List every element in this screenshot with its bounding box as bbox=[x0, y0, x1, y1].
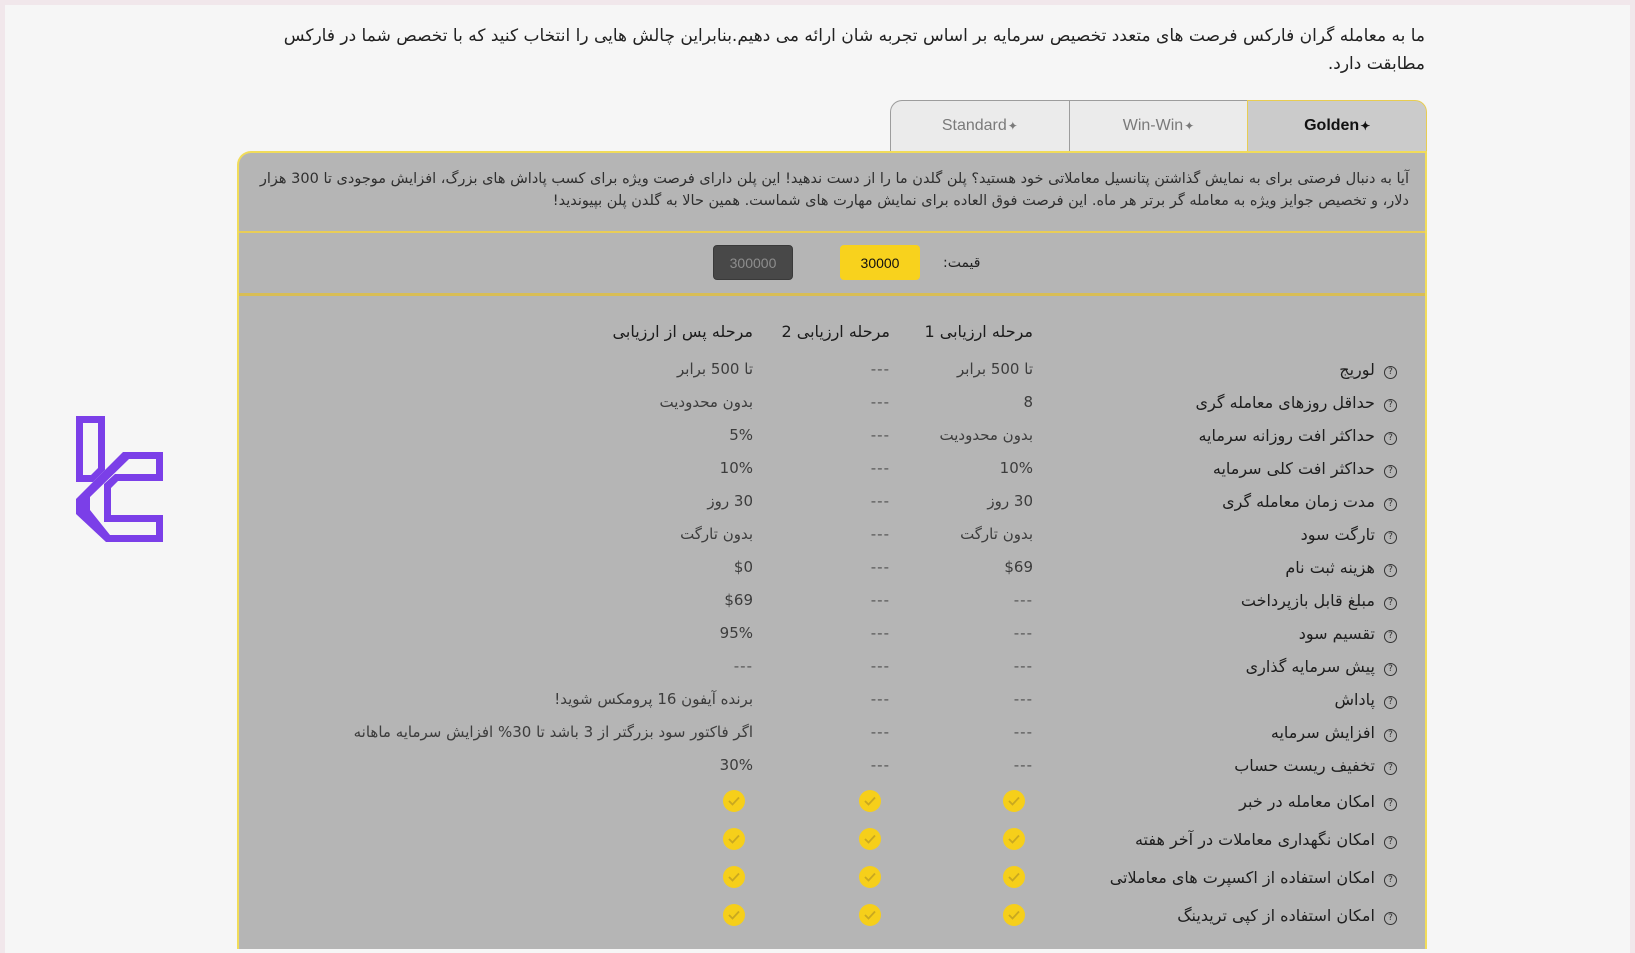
help-icon[interactable]: ? bbox=[1384, 696, 1397, 709]
row-value-phase-3: برنده آیفون 16 پرومکس شوید! bbox=[554, 690, 753, 708]
tab-label: Golden bbox=[1304, 117, 1360, 134]
table-row bbox=[239, 420, 1425, 453]
row-value-phase-1: --- bbox=[1013, 723, 1033, 741]
plan-description: آیا به دنبال فرصتی برای به نمایش گذاشتن پتانسیل معاملاتی خود هستید؟ پلن گلدن ما را از دست ندهید! این پلن دارای فرصت ویژه برای کسب پاداش های بزرگ، افزایش موجودی تا 300 هزار دلار، و تخصیص جوایز ویژه به معامله گر برتر هر ماه. این فرصت فوق العاده برای نمایش مهارت های شماست. همین حالا به گلدن پلن بپیوندید! bbox=[239, 153, 1425, 233]
plan-panel bbox=[237, 151, 1427, 949]
help-icon[interactable]: ? bbox=[1384, 912, 1397, 925]
row-label bbox=[1246, 657, 1397, 676]
tab-standard[interactable] bbox=[890, 100, 1069, 151]
row-label-text: حداقل روزهای معامله گری bbox=[1195, 393, 1375, 412]
help-icon[interactable]: ? bbox=[1384, 399, 1397, 412]
row-value-phase-3: 95% bbox=[719, 624, 753, 642]
row-label bbox=[1239, 792, 1397, 811]
row-value-phase-3: 10% bbox=[719, 459, 753, 477]
help-icon[interactable]: ? bbox=[1384, 729, 1397, 742]
row-value-phase-1: --- bbox=[1013, 624, 1033, 642]
table-row bbox=[239, 453, 1425, 486]
row-value-phase-2: --- bbox=[870, 657, 890, 675]
check-icon bbox=[859, 904, 881, 926]
check-icon bbox=[1003, 904, 1025, 926]
table-row bbox=[239, 354, 1425, 387]
row-value-phase-2: --- bbox=[870, 525, 890, 543]
price-selector bbox=[239, 233, 1425, 296]
row-value-phase-3: اگر فاکتور سود بزرگتر از 3 باشد تا 30% افزایش سرمایه ماهانه bbox=[353, 723, 753, 741]
row-value-phase-3: $69 bbox=[724, 591, 753, 609]
row-label bbox=[1271, 723, 1397, 742]
row-value-phase-3: تا 500 برابر bbox=[677, 360, 753, 378]
row-label-text: تقسیم سود bbox=[1298, 624, 1375, 643]
help-icon[interactable]: ? bbox=[1384, 836, 1397, 849]
help-icon[interactable]: ? bbox=[1384, 366, 1397, 379]
row-label bbox=[1110, 868, 1397, 887]
row-label bbox=[1222, 492, 1397, 511]
table-row bbox=[239, 618, 1425, 651]
row-value-phase-1: --- bbox=[1013, 591, 1033, 609]
price-option-30000[interactable]: 30000 bbox=[840, 245, 920, 280]
table-row bbox=[239, 519, 1425, 552]
row-label-text: تارگت سود bbox=[1300, 525, 1375, 544]
check-icon bbox=[1003, 866, 1025, 888]
tab-golden[interactable] bbox=[1247, 100, 1427, 151]
check-icon bbox=[723, 828, 745, 850]
help-icon[interactable]: ? bbox=[1384, 874, 1397, 887]
row-value-phase-2: --- bbox=[870, 459, 890, 477]
check-icon bbox=[859, 828, 881, 850]
header-phase-1: مرحله ارزیابی 1 bbox=[924, 322, 1033, 341]
row-value-phase-3: 30% bbox=[719, 756, 753, 774]
row-label bbox=[1234, 756, 1397, 775]
row-label bbox=[1196, 393, 1397, 412]
row-value-phase-3: 30 روز bbox=[707, 492, 753, 510]
check-icon bbox=[723, 904, 745, 926]
row-value-phase-2: --- bbox=[870, 492, 890, 510]
row-value-phase-2: --- bbox=[870, 756, 890, 774]
row-value-phase-1: --- bbox=[1013, 690, 1033, 708]
row-value-phase-3: بدون محدودیت bbox=[659, 393, 753, 411]
row-value-phase-1: --- bbox=[1013, 756, 1033, 774]
row-label bbox=[1135, 830, 1397, 849]
help-icon[interactable]: ? bbox=[1384, 531, 1397, 544]
row-label-text: هزینه ثبت نام bbox=[1285, 558, 1375, 577]
table-row bbox=[239, 717, 1425, 750]
table-row bbox=[239, 859, 1425, 897]
row-value-phase-3: 5% bbox=[729, 426, 753, 444]
row-label bbox=[1334, 690, 1397, 709]
row-value-phase-1: $69 bbox=[1004, 558, 1033, 576]
row-label bbox=[1241, 591, 1397, 610]
table-row bbox=[239, 821, 1425, 859]
plan-tabs bbox=[890, 100, 1427, 151]
sparkle-icon: ✦ bbox=[1360, 119, 1371, 133]
row-value-phase-1: تا 500 برابر bbox=[957, 360, 1033, 378]
help-icon[interactable]: ? bbox=[1384, 432, 1397, 445]
brand-logo-icon bbox=[73, 411, 165, 542]
row-label bbox=[1177, 906, 1397, 925]
help-icon[interactable]: ? bbox=[1384, 798, 1397, 811]
row-label-text: امکان معامله در خبر bbox=[1239, 792, 1375, 811]
row-value-phase-3: $0 bbox=[733, 558, 753, 576]
row-value-phase-3: --- bbox=[733, 657, 753, 675]
row-value-phase-1: --- bbox=[1013, 657, 1033, 675]
table-header bbox=[239, 318, 1425, 354]
row-value-phase-2: --- bbox=[870, 591, 890, 609]
sparkle-icon: ✦ bbox=[1007, 119, 1018, 133]
row-value-phase-3: بدون تارگت bbox=[680, 525, 753, 543]
header-post-evaluation: مرحله پس از ارزیابی bbox=[612, 322, 753, 341]
tab-label: Standard bbox=[941, 117, 1007, 134]
table-row bbox=[239, 486, 1425, 519]
help-icon[interactable]: ? bbox=[1384, 630, 1397, 643]
help-icon[interactable]: ? bbox=[1384, 498, 1397, 511]
row-label bbox=[1301, 525, 1397, 544]
check-icon bbox=[1003, 828, 1025, 850]
tab-win-win[interactable] bbox=[1069, 100, 1248, 151]
row-label-text: تخفیف ریست حساب bbox=[1234, 756, 1375, 775]
table-row bbox=[239, 585, 1425, 618]
row-label-text: لوریج bbox=[1339, 360, 1375, 379]
row-value-phase-2: --- bbox=[870, 690, 890, 708]
table-row bbox=[239, 750, 1425, 783]
row-label-text: حداکثر افت روزانه سرمایه bbox=[1198, 426, 1375, 445]
help-icon[interactable]: ? bbox=[1384, 465, 1397, 478]
help-icon[interactable]: ? bbox=[1384, 762, 1397, 775]
row-label-text: مدت زمان معامله گری bbox=[1222, 492, 1375, 511]
table-row bbox=[239, 897, 1425, 935]
row-value-phase-2: --- bbox=[870, 360, 890, 378]
row-value-phase-2: --- bbox=[870, 558, 890, 576]
row-value-phase-2: --- bbox=[870, 426, 890, 444]
table-row bbox=[239, 387, 1425, 420]
help-icon[interactable]: ? bbox=[1384, 564, 1397, 577]
check-icon bbox=[1003, 790, 1025, 812]
row-label-text: مبلغ قابل بازپرداخت bbox=[1240, 591, 1375, 610]
row-label bbox=[1198, 426, 1397, 445]
row-label-text: افزایش سرمایه bbox=[1270, 723, 1375, 742]
intro-text: ما به معامله گران فارکس فرصت های متعدد تخصیص سرمایه بر اساس تجربه شان ارائه می دهیم.بنابراین چالش هایی را انتخاب کنید که با تخصص شما در فارکس مطابقت دارد. bbox=[283, 26, 1425, 74]
row-value-phase-2: --- bbox=[870, 624, 890, 642]
row-label-text: امکان استفاده از کپی تریدینگ bbox=[1177, 906, 1375, 925]
sparkle-icon: ✦ bbox=[1184, 119, 1195, 133]
check-icon bbox=[723, 866, 745, 888]
check-icon bbox=[859, 790, 881, 812]
row-value-phase-2: --- bbox=[870, 723, 890, 741]
check-icon bbox=[859, 866, 881, 888]
row-value-phase-1: 10% bbox=[999, 459, 1033, 477]
check-icon bbox=[723, 790, 745, 812]
row-value-phase-1: 30 روز bbox=[987, 492, 1033, 510]
help-icon[interactable]: ? bbox=[1384, 663, 1397, 676]
row-label-text: حداکثر افت کلی سرمایه bbox=[1212, 459, 1375, 478]
table-row bbox=[239, 651, 1425, 684]
row-label bbox=[1339, 360, 1397, 379]
row-value-phase-2: --- bbox=[870, 393, 890, 411]
row-label bbox=[1213, 459, 1397, 478]
table-row bbox=[239, 783, 1425, 821]
price-label: قیمت: bbox=[943, 255, 981, 271]
row-value-phase-1: 8 bbox=[1023, 393, 1033, 411]
row-label bbox=[1285, 558, 1397, 577]
table-row bbox=[239, 684, 1425, 717]
tab-label: Win-Win bbox=[1122, 117, 1184, 134]
row-label-text: پیش سرمایه گذاری bbox=[1245, 657, 1375, 676]
row-value-phase-1: بدون محدودیت bbox=[939, 426, 1033, 444]
row-value-phase-1: بدون تارگت bbox=[960, 525, 1033, 543]
help-icon[interactable]: ? bbox=[1384, 597, 1397, 610]
plan-table bbox=[239, 318, 1425, 935]
row-label-text: پاداش bbox=[1334, 690, 1375, 709]
row-label bbox=[1299, 624, 1397, 643]
row-label-text: امکان نگهداری معاملات در آخر هفته bbox=[1134, 830, 1375, 849]
header-phase-2: مرحله ارزیابی 2 bbox=[781, 322, 890, 341]
row-label-text: امکان استفاده از اکسپرت های معاملاتی bbox=[1109, 868, 1375, 887]
price-option-300000[interactable]: 300000 bbox=[713, 245, 793, 280]
table-row bbox=[239, 552, 1425, 585]
